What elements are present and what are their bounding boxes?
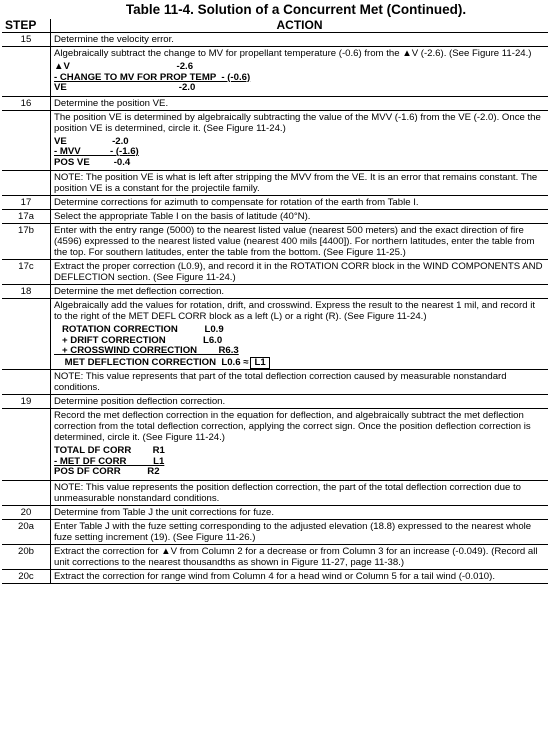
step-cell: [2, 370, 51, 395]
action-cell: [51, 47, 549, 97]
table-row: [2, 33, 548, 47]
action-cell: [51, 569, 549, 583]
table-row: [2, 47, 548, 97]
step-cell: 20a: [2, 519, 51, 544]
table-row: [2, 260, 548, 285]
table-row: [2, 299, 548, 370]
table-row: [2, 96, 548, 110]
step-cell: 17b: [2, 224, 51, 260]
calculation-line: - MET DF CORR L1: [54, 455, 165, 467]
calculation-line: - MVV - (-1.6): [54, 146, 139, 157]
action-text: NOTE: This value represents the position deflection correction, the part of the total deflection correction due to unmeasurable nonstandard conditions.: [54, 481, 521, 504]
action-text: NOTE: The position VE is what is left after stripping the MVV from the VE. It is an error that remains constant. The position VE is a constant for the projectile family.: [54, 172, 538, 194]
table-row: [2, 171, 548, 196]
table-row: [2, 196, 548, 210]
table-row: [2, 370, 548, 395]
calculation-line: + DRIFT CORRECTION L6.0: [54, 334, 223, 346]
table-row: [2, 480, 548, 505]
calculation-line: ▲V -2.6: [54, 61, 194, 72]
action-cell: [51, 196, 549, 210]
action-text: Select the appropriate Table I on the basis of latitude (40°N).: [54, 211, 311, 222]
step-cell: [2, 47, 51, 97]
step-cell: 18: [2, 285, 51, 299]
action-text: NOTE: This value represents that part of the total deflection correction caused by measurable nonstandard conditions.: [54, 371, 507, 393]
action-text: Record the met deflection correction in the equation for deflection, and algebraically subtract the met deflection correction from the total deflection correction, applying the correct sign. Once the position deflection correction is determined, circle it. (See Figure 11-24.): [54, 410, 531, 443]
action-cell: [51, 544, 549, 569]
step-cell: 19: [2, 395, 51, 409]
action-text: Determine the position VE.: [54, 97, 169, 109]
action-cell: [51, 519, 549, 544]
table-row: [2, 395, 548, 409]
table-title: Table 11-4. Solution of a Concurrent Met (Continued).: [125, 2, 467, 17]
action-cell: [51, 33, 549, 47]
action-cell: [51, 480, 549, 505]
step-cell: 15: [2, 33, 51, 47]
table-row: [2, 110, 548, 171]
calculation-line: VE -2.0: [54, 135, 129, 147]
action-cell: [51, 299, 549, 370]
calculation-line: MET DEFLECTION CORRECTION L0.6 ≈ L1: [54, 357, 545, 368]
calculation-line: POS DF CORR R2: [54, 466, 160, 477]
action-cell: [51, 96, 549, 110]
calculation-line: VE -2.0: [54, 82, 196, 93]
table-row: [2, 285, 548, 299]
action-cell: [51, 171, 549, 196]
table-row: [2, 505, 548, 519]
action-text: Determine corrections for azimuth to compensate for rotation of the earth from Table I.: [54, 197, 419, 208]
table-row: [2, 210, 548, 224]
action-text: Extract the correction for range wind from Column 4 for a head wind or Column 5 for a tail wind (-0.010).: [54, 570, 495, 582]
solution-table: [2, 19, 548, 584]
calculation-block: [54, 62, 545, 94]
table-row: [2, 569, 548, 583]
table-row: [2, 409, 548, 481]
calculation-line: - CHANGE TO MV FOR PROP TEMP - (-0.6): [54, 71, 251, 83]
action-text: Enter Table J with the fuze setting corresponding to the adjusted elevation (18.8) expressed to the nearest whole fuze setting increment (19). (See Figure 11-26.): [54, 520, 532, 543]
calculation-block: [54, 325, 545, 367]
action-cell: [51, 505, 549, 519]
action-header: ACTION: [51, 19, 549, 33]
action-text: Determine position deflection correction.: [54, 396, 226, 407]
action-text: Determine the met deflection correction.: [54, 286, 225, 297]
action-text: Extract the correction for ▲V from Column 2 for a decrease or from Column 3 for an increase (-0.049). (Record all unit corrections to the nearest thousandths as shown in Figure 11-27, page 11-38.): [54, 545, 538, 568]
step-cell: 17: [2, 196, 51, 210]
boxed-result: L1: [250, 357, 269, 370]
table-row: [2, 544, 548, 569]
action-text: Algebraically subtract the change to MV for propellant temperature (-0.6) from the ▲V (-2.6). (See Figure 11-24.): [54, 48, 532, 59]
calculation-block: [54, 137, 545, 169]
action-text: Algebraically add the values for rotation, drift, and crosswind. Express the result to the nearest 1 mil, and record it to the right of the MET DEFL CORR block as a left (L) or a right (R). (See Figure 11-24.): [54, 300, 535, 322]
table-row: [2, 519, 548, 544]
header-row: [2, 19, 548, 33]
action-text: Extract the proper correction (L0.9), and record it in the ROTATION CORR block in the WIND COMPONENTS AND DEFLECTION section. (See Figure 11-24.): [54, 261, 543, 283]
step-cell: 17c: [2, 260, 51, 285]
table-body: [2, 33, 548, 584]
step-header: STEP: [2, 19, 51, 33]
step-cell: 20c: [2, 569, 51, 583]
calculation-line: POS VE -0.4: [54, 156, 131, 168]
action-text: Enter with the entry range (5000) to the nearest listed value (nearest 500 meters) and the exact direction of fire (4596) expressed to the nearest listed value (nearest 400 mils [4400]). For northern latitudes, enter the table from the top. For southern latitudes, enter the table from the bottom. (See Figure 11-25.): [54, 225, 535, 258]
step-cell: 20: [2, 505, 51, 519]
calculation-block: [54, 446, 545, 478]
action-cell: [51, 285, 549, 299]
action-text: The position VE is determined by algebraically subtracting the value of the MVV (-1.6) from the VE (-2.0). Once the position VE is determined, circle it. (See Figure 11-24.): [54, 111, 541, 134]
action-cell: [51, 260, 549, 285]
table-row: [2, 224, 548, 260]
action-text: Determine the velocity error.: [54, 34, 174, 45]
action-cell: [51, 110, 549, 171]
step-cell: [2, 409, 51, 481]
action-cell: [51, 370, 549, 395]
action-cell: [51, 224, 549, 260]
action-cell: [51, 395, 549, 409]
step-cell: [2, 171, 51, 196]
step-cell: [2, 299, 51, 370]
step-cell: [2, 480, 51, 505]
action-text: Determine from Table J the unit corrections for fuze.: [54, 506, 275, 518]
calculation-line: + CROSSWIND CORRECTION R6.3: [54, 345, 239, 356]
step-cell: 16: [2, 96, 51, 110]
step-cell: 20b: [2, 544, 51, 569]
action-cell: [51, 409, 549, 481]
step-cell: [2, 110, 51, 171]
action-cell: [51, 210, 549, 224]
calculation-line: TOTAL DF CORR R1: [54, 445, 165, 456]
calculation-line: ROTATION CORRECTION L0.9: [54, 324, 224, 335]
step-cell: 17a: [2, 210, 51, 224]
